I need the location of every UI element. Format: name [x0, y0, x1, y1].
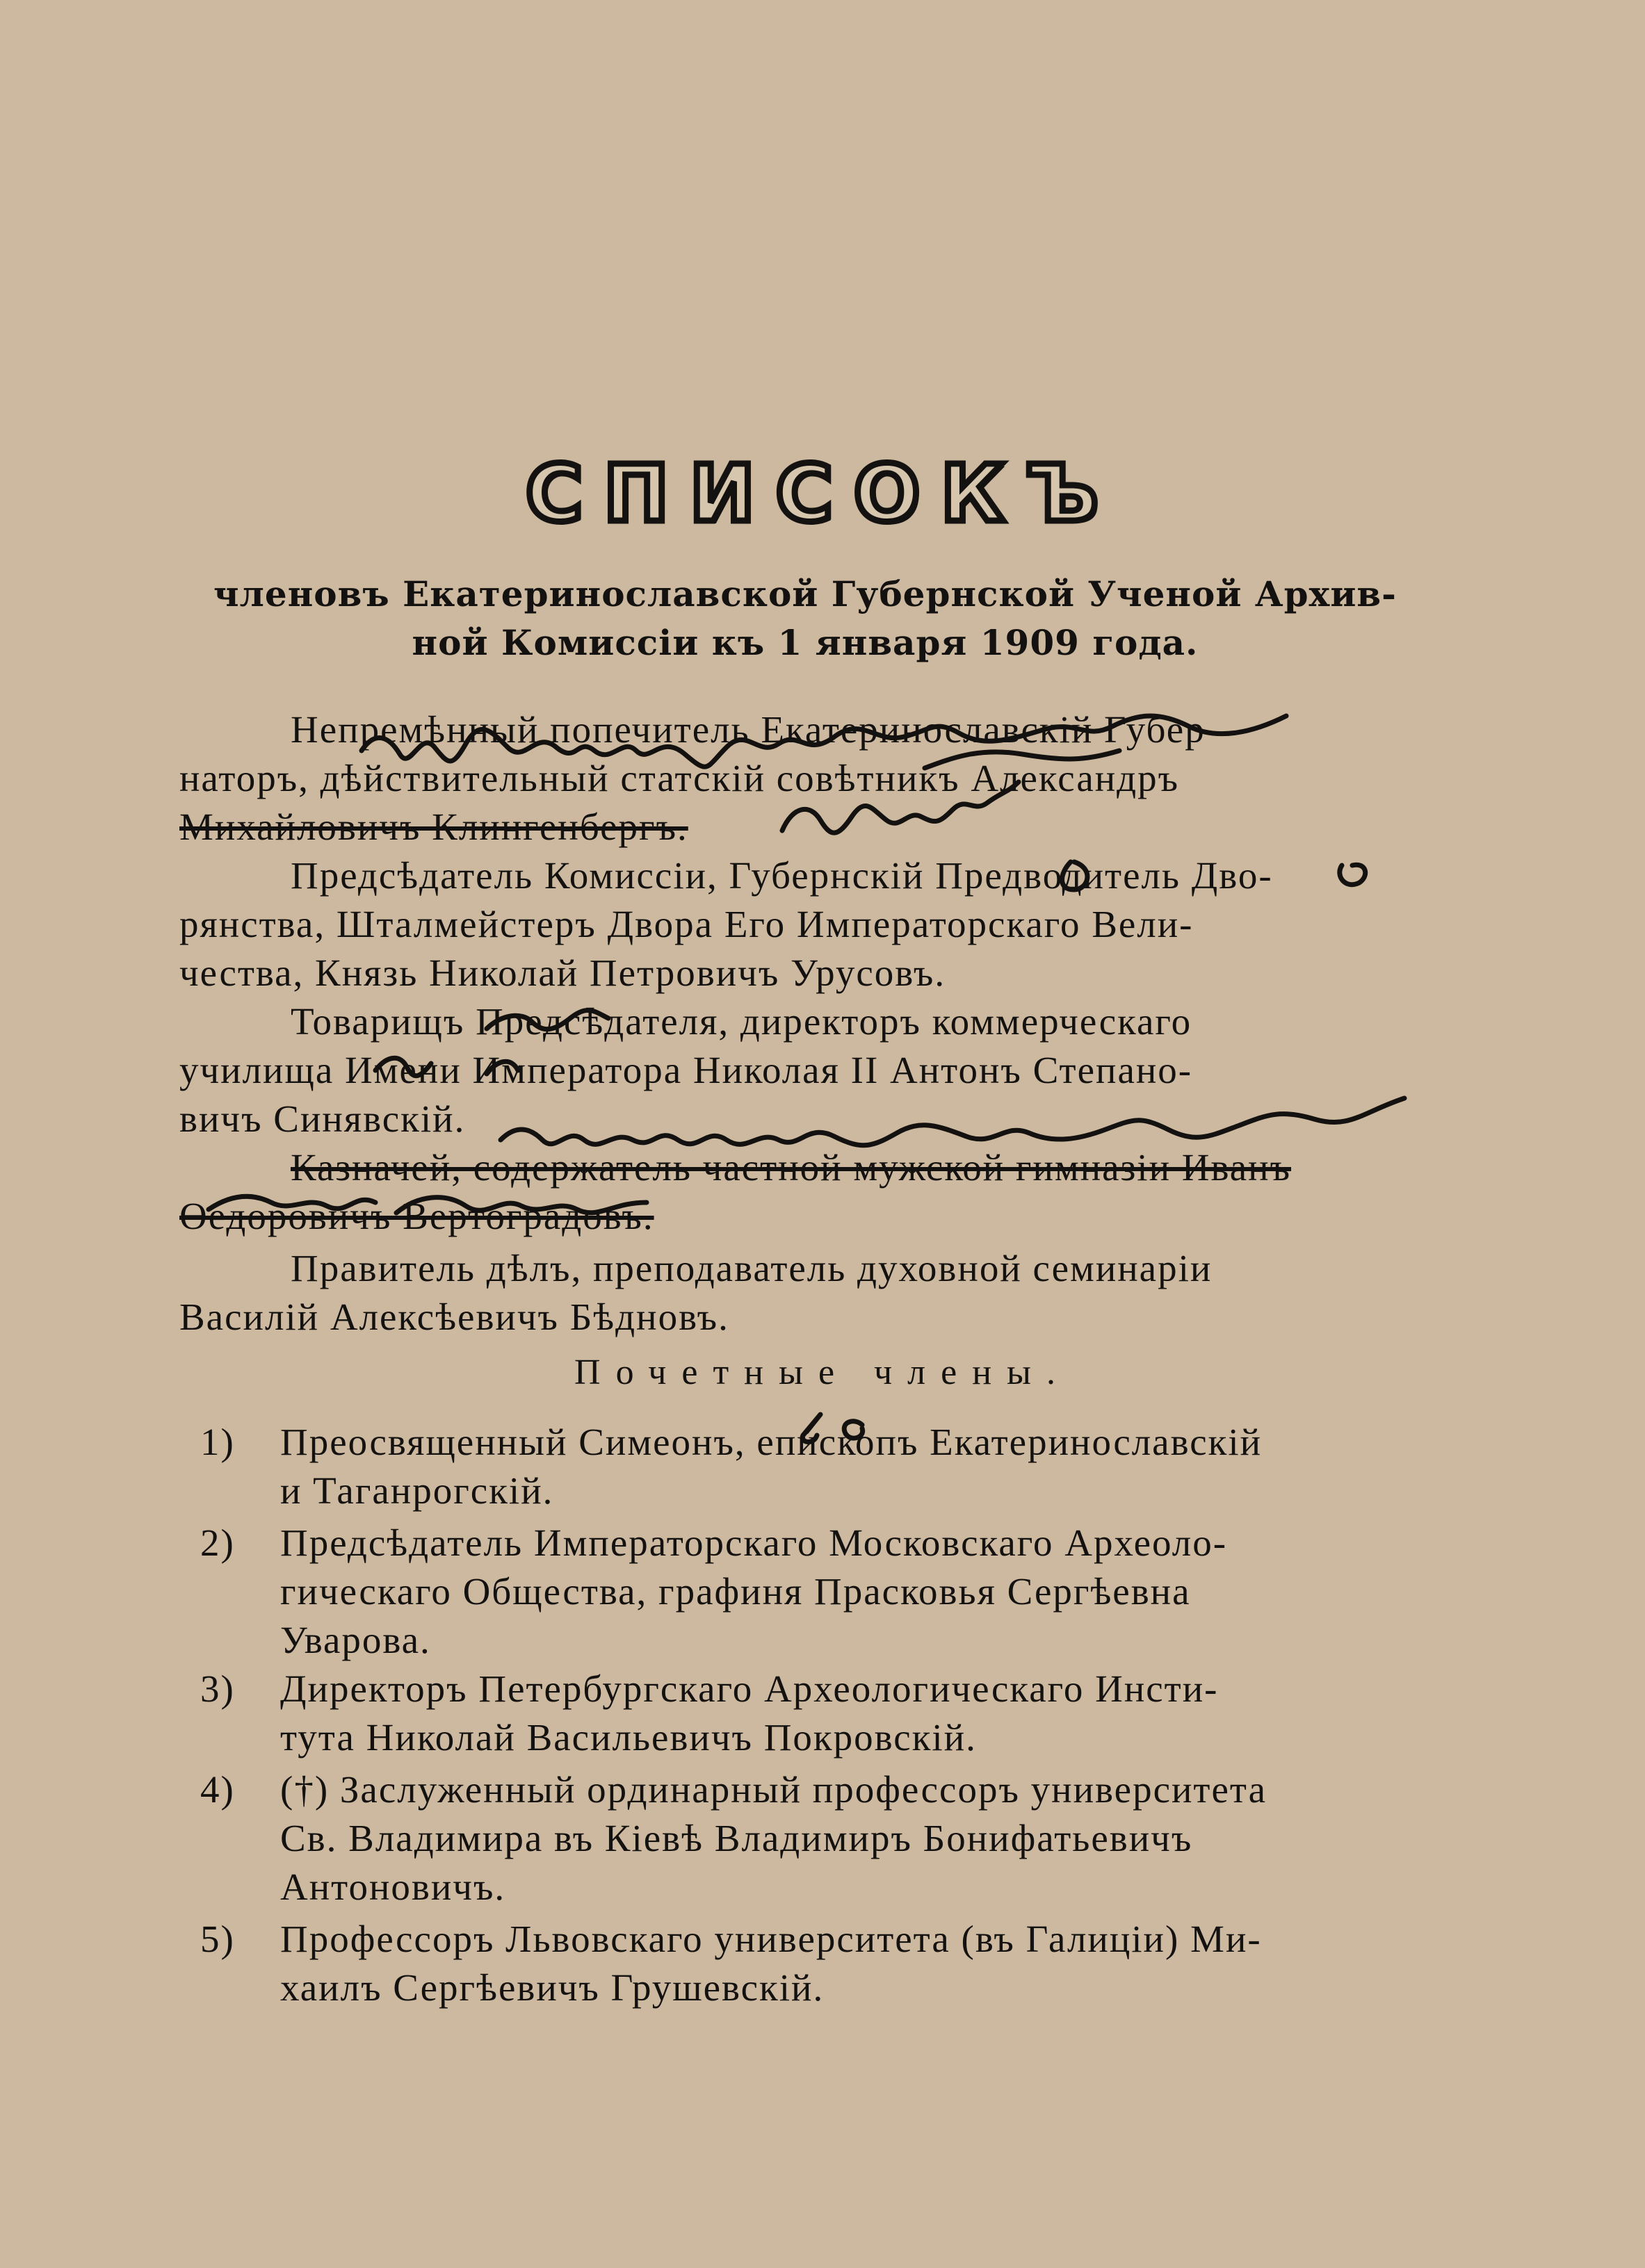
paragraph-line: чества, Князь Николай Петровичъ Урусовъ. — [179, 952, 946, 994]
paragraph-line: рянства, Шталмейстеръ Двора Его Императорскаго Вели- — [179, 903, 1194, 945]
paragraph-line: Предсѣдатель Комиссіи, Губернскій Предводитель Дво- — [291, 854, 1273, 897]
list-line: Св. Владимира въ Кіевѣ Владимиръ Бонифатьевичъ — [280, 1817, 1193, 1859]
list-number: 2) — [200, 1521, 235, 1564]
list-number: 1) — [200, 1421, 235, 1463]
subtitle-line: ной Комиссіи къ 1 января 1909 года. — [412, 622, 1199, 663]
document-title: СПИСОКЪ — [526, 449, 1119, 539]
list-line: Уварова. — [280, 1619, 431, 1661]
paragraph-line: Өедоровичъ Вертоградовъ. — [179, 1195, 654, 1237]
list-number: 4) — [200, 1768, 235, 1811]
paragraph-line: Непремѣнный попечитель Екатеринославскій Губер- — [291, 708, 1220, 751]
list-line: Предсѣдатель Императорскаго Московскаго Археоло- — [280, 1521, 1228, 1564]
list-number: 5) — [200, 1918, 235, 1960]
paragraph-line: училища Имени Императора Николая II Антонъ Степано- — [179, 1049, 1193, 1091]
paragraph-chairman — [179, 851, 1431, 997]
list-line: хаилъ Сергѣевичъ Грушевскій. — [280, 1966, 825, 2009]
paragraph-line: Товарищъ Предсѣдателя, директоръ коммерческаго — [291, 1000, 1192, 1043]
paragraph-line: Казначей, содержатель частной мужской гимназіи Иванъ — [291, 1146, 1292, 1189]
subtitle-line: членовъ Екатеринославской Губернской Ученой Архив- — [213, 573, 1397, 614]
paragraph-line: Михайловичъ Клингенбергъ. — [179, 806, 688, 848]
list-line: Директоръ Петербургскаго Археологическаго Инсти- — [280, 1667, 1219, 1710]
list-line: тута Николай Васильевичъ Покровскій. — [280, 1716, 977, 1759]
paragraph-line: Василій Алексѣевичъ Бѣдновъ. — [179, 1296, 729, 1338]
honorary-members-heading: Почетные члены. — [574, 1353, 1071, 1392]
paragraph-deputy — [179, 997, 1431, 1143]
list-line: гическаго Общества, графиня Прасковья Сергѣевна — [280, 1570, 1191, 1613]
document-subtitle — [179, 570, 1431, 667]
list-line: Преосвященный Симеонъ, епископъ Екатеринославскій — [280, 1421, 1263, 1463]
paragraph-trustee — [179, 705, 1431, 851]
paragraph-line: Правитель дѣлъ, преподаватель духовной семинаріи — [291, 1247, 1213, 1289]
paragraph-treasurer — [179, 1143, 1431, 1241]
paragraph-secretary — [179, 1244, 1431, 1341]
paragraph-line: наторъ, дѣйствительный статскій совѣтникъ Александръ — [179, 757, 1180, 799]
list-number: 3) — [200, 1667, 235, 1710]
paragraph-line: вичъ Синявскій. — [179, 1098, 466, 1140]
list-line: (†) Заслуженный ординарный профессоръ университета — [280, 1768, 1267, 1811]
list-line: Профессоръ Львовскаго университета (въ Галиціи) Ми- — [280, 1918, 1262, 1960]
list-line: и Таганрогскій. — [280, 1469, 554, 1512]
list-line: Антоновичъ. — [280, 1866, 506, 1908]
